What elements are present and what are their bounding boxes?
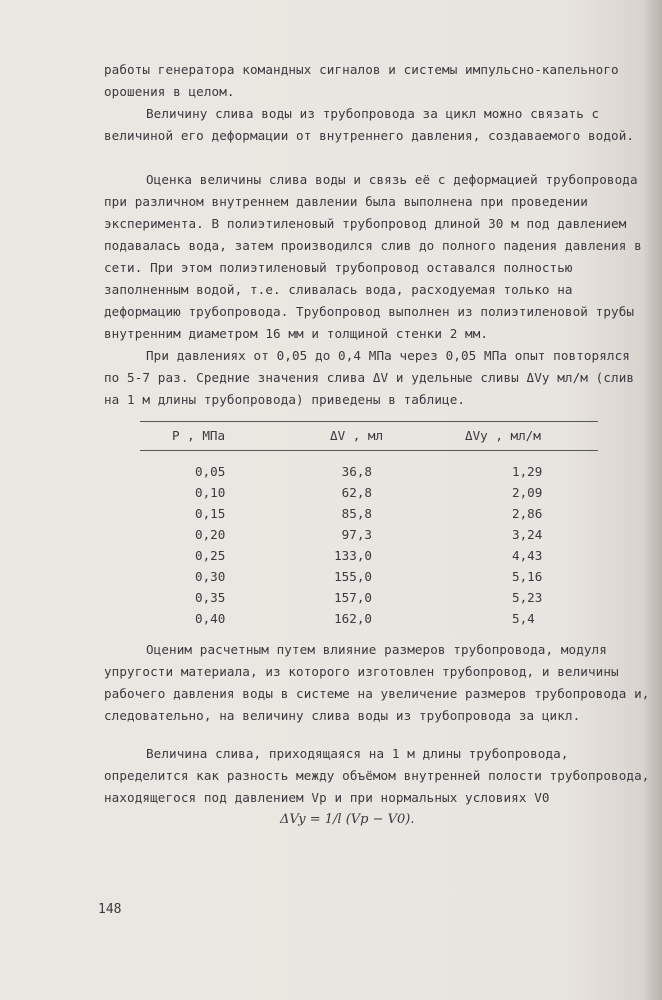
- table-row: [140, 608, 600, 629]
- table-row: [140, 461, 600, 482]
- cell-drain-volume: 36,8: [341, 464, 372, 479]
- cell-drain-volume: 155,0: [334, 569, 372, 584]
- cell-pressure: 0,25: [195, 548, 226, 563]
- paragraph-drain-deformation: Величину слива воды из трубопровода за цикл можно связать с величиной его деформации от внутреннего давления, создаваемого водой.: [104, 106, 635, 143]
- table-row: [140, 482, 600, 503]
- cell-specific-drain: 2,86: [512, 506, 543, 521]
- table-top-rule: [140, 421, 598, 422]
- cell-drain-volume: 157,0: [334, 590, 372, 605]
- paragraph-drain-definition: Величина слива, приходящаяся на 1 м длины трубопровода, определится как разность между объёмом внутренней полости трубопровода, находящегося под давлением Vp и при нормальных условиях V0: [104, 746, 650, 805]
- table-header-rule: [140, 450, 598, 451]
- paragraph-intro: работы генератора командных сигналов и системы импульсно-капельного орошения в целом.: [104, 62, 619, 99]
- cell-specific-drain: 5,16: [512, 569, 543, 584]
- cell-pressure: 0,35: [195, 590, 226, 605]
- page-number: 148: [98, 902, 122, 917]
- cell-pressure: 0,10: [195, 485, 226, 500]
- header-drain-volume: ΔV , мл: [330, 428, 384, 443]
- cell-specific-drain: 5,23: [512, 590, 543, 605]
- drain-formula: ΔVy = 1/l (Vp − V0).: [280, 812, 415, 827]
- header-specific-drain: ΔVy , мл/м: [465, 428, 541, 443]
- cell-specific-drain: 1,29: [512, 464, 543, 479]
- cell-pressure: 0,30: [195, 569, 226, 584]
- table-row: [140, 545, 600, 566]
- table-row: [140, 524, 600, 545]
- table-row: [140, 566, 600, 587]
- paragraph-experiment: Оценка величины слива воды и связь её с деформацией трубопровода при различном внутреннем давлении была выполнена при проведении эксперимента. В полиэтиленовый трубопровод длиной 30 м под давлением подавалась вода, затем производился слив до полного падения давления в сети. При этом полиэтиленовый трубопровод оставался полностью заполненным водой, т.е. сливалась вода, расходуемая только на деформацию трубопровода. Трубопровод выполнен из полиэтиленовой трубы внутренним диаметром 16 мм и толщиной стенки 2 мм.: [104, 172, 642, 341]
- cell-pressure: 0,40: [195, 611, 226, 626]
- cell-drain-volume: 162,0: [334, 611, 372, 626]
- table-row: [140, 503, 600, 524]
- table-row: [140, 587, 600, 608]
- cell-drain-volume: 133,0: [334, 548, 372, 563]
- cell-drain-volume: 62,8: [341, 485, 372, 500]
- cell-drain-volume: 97,3: [341, 527, 372, 542]
- paragraph-calculation: Оценим расчетным путем влияние размеров трубопровода, модуля упругости материала, из которого изготовлен трубопровод, и величины рабочего давления воды в системе на увеличение размеров трубопровода и, следовательно, на величину слива воды из трубопровода за цикл.: [104, 642, 650, 723]
- cell-pressure: 0,15: [195, 506, 226, 521]
- cell-drain-volume: 85,8: [341, 506, 372, 521]
- cell-specific-drain: 5,4: [512, 611, 535, 626]
- cell-pressure: 0,05: [195, 464, 226, 479]
- cell-specific-drain: 2,09: [512, 485, 543, 500]
- header-pressure: P , МПа: [172, 428, 226, 443]
- cell-specific-drain: 3,24: [512, 527, 543, 542]
- cell-specific-drain: 4,43: [512, 548, 543, 563]
- paragraph-pressure-range: При давлениях от 0,05 до 0,4 МПа через 0,05 МПа опыт повторялся по 5-7 раз. Средние значения слива ΔV и удельные сливы ΔVy мл/м (слив на 1 м длины трубопровода) приведены в таблице.: [104, 348, 635, 407]
- cell-pressure: 0,20: [195, 527, 226, 542]
